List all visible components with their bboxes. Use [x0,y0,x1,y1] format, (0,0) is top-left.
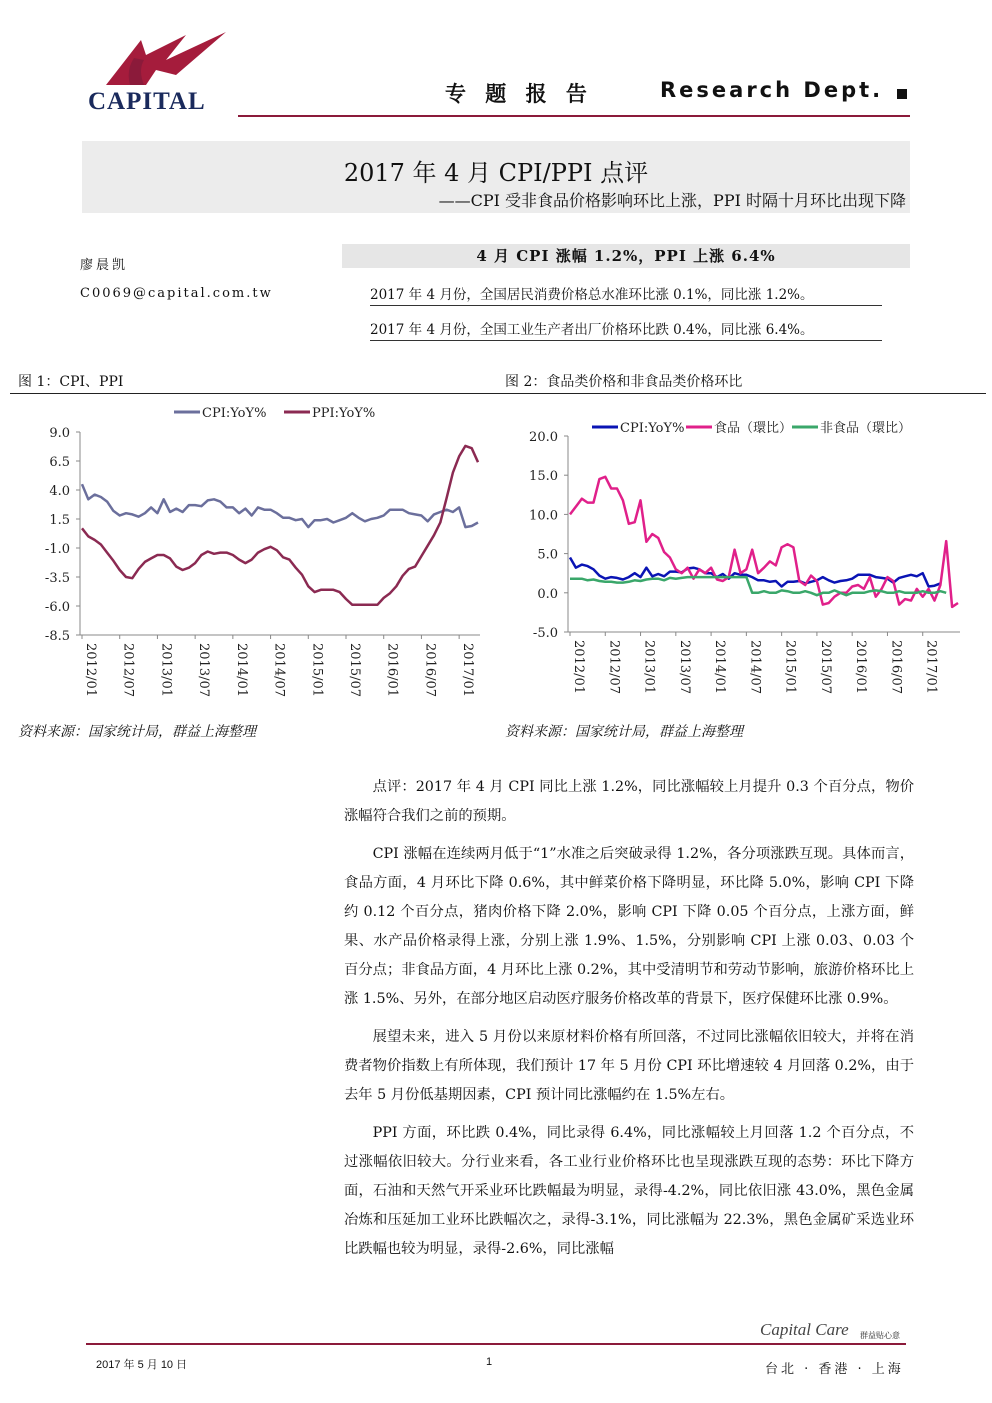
footer-brand-cn: 群益贴心意 [860,1331,900,1340]
series-line-1 [82,484,478,527]
summary-line-1: 2017 年 4 月份，全国居民消费价格总水准环比涨 0.1%，同比涨 1.2%。 [370,283,882,306]
y-tick-label: 1.5 [49,513,70,528]
x-tick-label: 2012/07 [120,643,136,698]
body-text [344,773,914,1273]
x-tick-label: 2016/07 [888,640,904,695]
x-tick-label: 2012/01 [571,640,586,695]
x-tick-label: 2012/07 [606,640,622,695]
logo-text: CAPITAL [88,88,206,115]
x-tick-label: 2014/01 [233,643,249,698]
body-paragraph-1: 点评：2017 年 4 月 CPI 同比上涨 1.2%，同比涨幅较上月提升 0.3 个百分点，物价涨幅符合我们之前的预期。 [344,779,914,824]
eagle-logo-icon [86,30,236,90]
x-tick-label: 2017/01 [923,640,939,695]
x-tick-label: 2014/07 [747,640,763,695]
figure-1-title: 图 1：CPI、PPI [18,374,124,390]
series-line-2 [82,446,478,605]
y-tick-label: -6.0 [44,600,70,615]
y-tick-label: 5.0 [537,547,558,563]
figure-1-source: 资料来源：国家统计局，群益上海整理 [18,724,256,740]
x-tick-label: 2016/01 [384,643,400,698]
summary-line-2: 2017 年 4 月份，全国工业生产者出厂价格环比跌 0.4%，同比涨 6.4%。 [370,318,882,341]
page-title: 2017 年 4 月 CPI/PPI 点评 [343,159,649,187]
x-tick-label: 2012/01 [83,643,98,698]
y-tick-label: 6.5 [49,455,70,470]
legend-label-1: CPI:YoY% [620,421,685,436]
y-tick-label: -3.5 [44,571,70,586]
header-rule [238,115,910,117]
body-paragraph-2: CPI 涨幅在连续两月低于“1”水准之后突破录得 1.2%，各分项涨跌互现。具体而言，食品方面，4 月环比下降 0.6%，其中鲜菜价格下降明显，环比降 5.0%，影响 CPI 下降约 0.12 个百分点，猪肉价格下降 2.0%，影响 CPI 下降 0.05 个百分点，上涨方面，鲜果、水产品价格录得上涨，分别上涨 1.9%、1.5%，分别影响 CPI 上涨 0.03、0.03 个百分点；非食品方面，4 月环比上涨 0.2%，其中受清明节和劳动节影响，旅游价格环比上涨 1.5%、另外，在部分地区启动医疗服务价格改革的背景下，医疗保健环比涨 0.9%。 [344,846,914,1007]
x-tick-label: 2013/01 [641,640,657,695]
y-tick-label: -1.0 [44,542,70,557]
summary-heading: 4 月 CPI 涨幅 1.2%，PPI 上涨 6.4% [342,244,910,268]
body-paragraph-3: 展望未来，进入 5 月份以来原材料价格有所回落，不过同比涨幅依旧较大，并将在消费者物价指数上有所体现，我们预计 17 年 5 月份 CPI 环比增速较 4 月回落 0.2%，由于去年 5 月份低基期因素，CPI 预计同比涨幅约在 1.5%左右。 [344,1029,914,1103]
legend-label-2: PPI:YoY% [312,406,376,421]
x-tick-label: 2015/07 [817,640,833,695]
legend-label-3: 非食品（環比） [820,421,912,436]
x-tick-label: 2013/01 [158,643,174,698]
title-box [82,141,910,213]
x-tick-label: 2013/07 [676,640,692,695]
x-tick-label: 2016/07 [422,643,438,698]
author-email[interactable]: C0069@capital.com.tw [80,286,273,301]
food-nonfood-chart [500,398,980,710]
legend-label-2: 食品（環比） [714,421,793,436]
figure-2-title: 图 2：食品类价格和非食品类价格环比 [505,374,743,390]
page-number: 1 [486,1356,493,1368]
footer-cities: 台北 · 香港 · 上海 [765,1362,904,1377]
author-name: 廖晨凯 [80,258,129,273]
y-tick-label: 4.0 [49,484,70,499]
header-square-icon [897,89,907,99]
y-tick-label: 20.0 [529,430,558,445]
y-tick-label: 9.0 [49,426,70,441]
cpi-ppi-chart [10,398,490,710]
dept-label: Research Dept. [660,78,884,102]
y-tick-label: 10.0 [529,508,558,524]
page-subtitle: ——CPI 受非食品价格影响环比上涨，PPI 时隔十月环比出现下降 [438,191,906,210]
footer-date: 2017 年 5 月 10 日 [96,1359,188,1371]
x-tick-label: 2014/07 [271,643,287,698]
report-type: 专 题 报 告 [445,82,593,106]
x-tick-label: 2013/07 [196,643,212,698]
capital-logo [86,30,236,120]
y-tick-label: 0.0 [537,586,558,602]
x-tick-label: 2015/01 [782,640,798,695]
series-line-2 [570,477,958,607]
y-tick-label: -8.5 [44,629,70,644]
x-tick-label: 2014/01 [712,640,728,695]
x-tick-label: 2015/01 [309,643,325,698]
y-tick-label: 15.0 [529,469,558,485]
x-tick-label: 2017/01 [460,643,476,698]
y-tick-label: -5.0 [532,626,558,641]
footer-rule [86,1343,906,1345]
figure-2-source: 资料来源：国家统计局，群益上海整理 [505,724,743,740]
figure-rule [10,393,986,394]
x-tick-label: 2016/01 [853,640,869,695]
footer-brand: Capital Care [760,1320,849,1339]
x-tick-label: 2015/07 [347,643,362,698]
body-paragraph-4: PPI 方面，环比跌 0.4%，同比录得 6.4%，同比涨幅较上月回落 1.2 个百分点，不过涨幅依旧较大。分行业来看，各工业行业价格环比也呈现涨跌互现的态势：环比下降方面，石油和天然气开采业环比跌幅最为明显，录得-4.2%，同比依旧涨 43.0%，黑色金属冶炼和压延加工业环比跌幅次之，录得-3.1%，同比涨幅为 22.3%，黑色金属矿采选业环比跌幅也较为明显，录得-2.6%，同比涨幅 [344,1125,914,1257]
legend-label-1: CPI:YoY% [202,406,267,421]
